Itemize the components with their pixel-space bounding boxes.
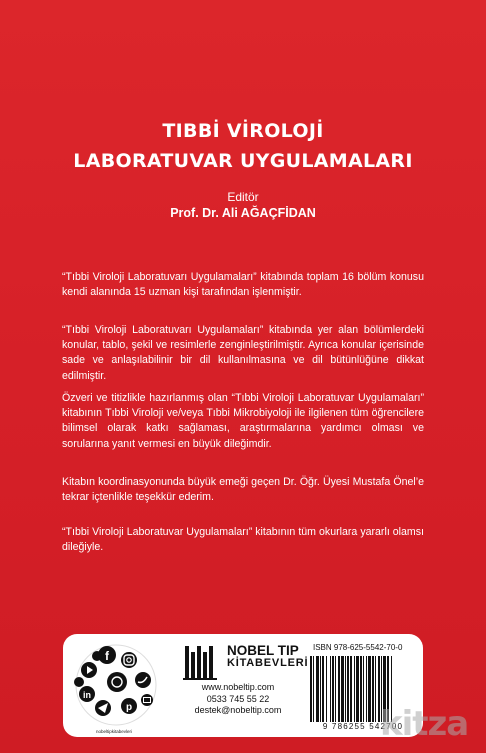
publisher-footer [63, 634, 423, 737]
watermark-logo: kitza [380, 704, 469, 744]
publisher-contact [173, 682, 303, 717]
paragraph-2: “Tıbbi Viroloji Laboratuvarı Uygulamaları” kitabında yer alan bölümlerdeki konular, tablo, şekil ve resimlerle zenginleştirilmiştir. Ayrıca konular içerisinde sade ve anlaşılabilinir bir dil kullanılmasına ve dil bütünlüğüne dikkat edilmiştir. [62, 324, 424, 382]
whatsapp-icon [107, 672, 127, 692]
title-line-2: LABORATUVAR UYGULAMALARI [73, 150, 413, 172]
vimeo-icon [74, 677, 84, 687]
social-handle: nobeltipkitabevleri [95, 729, 133, 734]
paragraph-3: Özveri ve titizlikle hazırlanmış olan “Tıbbi Viroloji Laboratuvar Uygulamaları” kitabının Tıbbi Viroloji ve/veya Tıbbi Mikrobiyoloji ile ilgilenen tüm öğrencilere bilimsel olarak katkı sağlaması, araştırmalarına yardımcı olması ve sorularına yanıt vermesi en büyük dileğimdir. [62, 392, 424, 450]
editor-label: Editör [227, 190, 259, 204]
twitter-icon [135, 672, 151, 688]
publisher-name-line-2: KİTABEVLERİ [227, 657, 309, 669]
publisher-name [227, 644, 308, 670]
social-media-icons-cluster [67, 640, 165, 730]
paragraph-1: “Tıbbi Viroloji Laboratuvarı Uygulamaları” kitabında toplam 16 bölüm konusu kendi alanında 15 uzman kişi tarafından işlenmiştir. [62, 271, 424, 299]
phone-number: 0533 745 55 22 [206, 693, 270, 704]
mail-icon [141, 694, 153, 706]
title-line-1: TIBBİ VİROLOJİ [162, 120, 324, 142]
paragraph-5: “Tıbbi Viroloji Laboratuvar Uygulamaları” kitabının tüm okurlara yararlı olamsı dileğiyle. [62, 526, 424, 554]
website-link[interactable]: www.nobeltip.com [201, 682, 275, 692]
barcode-number: 9 786255 542700 [322, 722, 404, 731]
publisher-name-line-1: NOBEL TIP [227, 643, 299, 658]
paragraph-4: Kitabın koordinasyonunda büyük emeği geçen Dr. Öğr. Üyesi Mustafa Önel’e tekrar içtenlikle teşekkür ederim. [62, 476, 424, 504]
email-link[interactable]: destek@nobeltip.com [194, 705, 282, 716]
svg-text:p: p [125, 702, 133, 713]
publisher-logo-icon [181, 642, 225, 682]
isbn-label: ISBN 978-625-5542-70-0 [313, 643, 403, 652]
svg-text:in: in [83, 690, 91, 700]
tiktok-icon [92, 651, 102, 661]
svg-text:f: f [105, 649, 109, 663]
editor-name: Prof. Dr. Ali AĞAÇFİDAN [170, 206, 316, 220]
